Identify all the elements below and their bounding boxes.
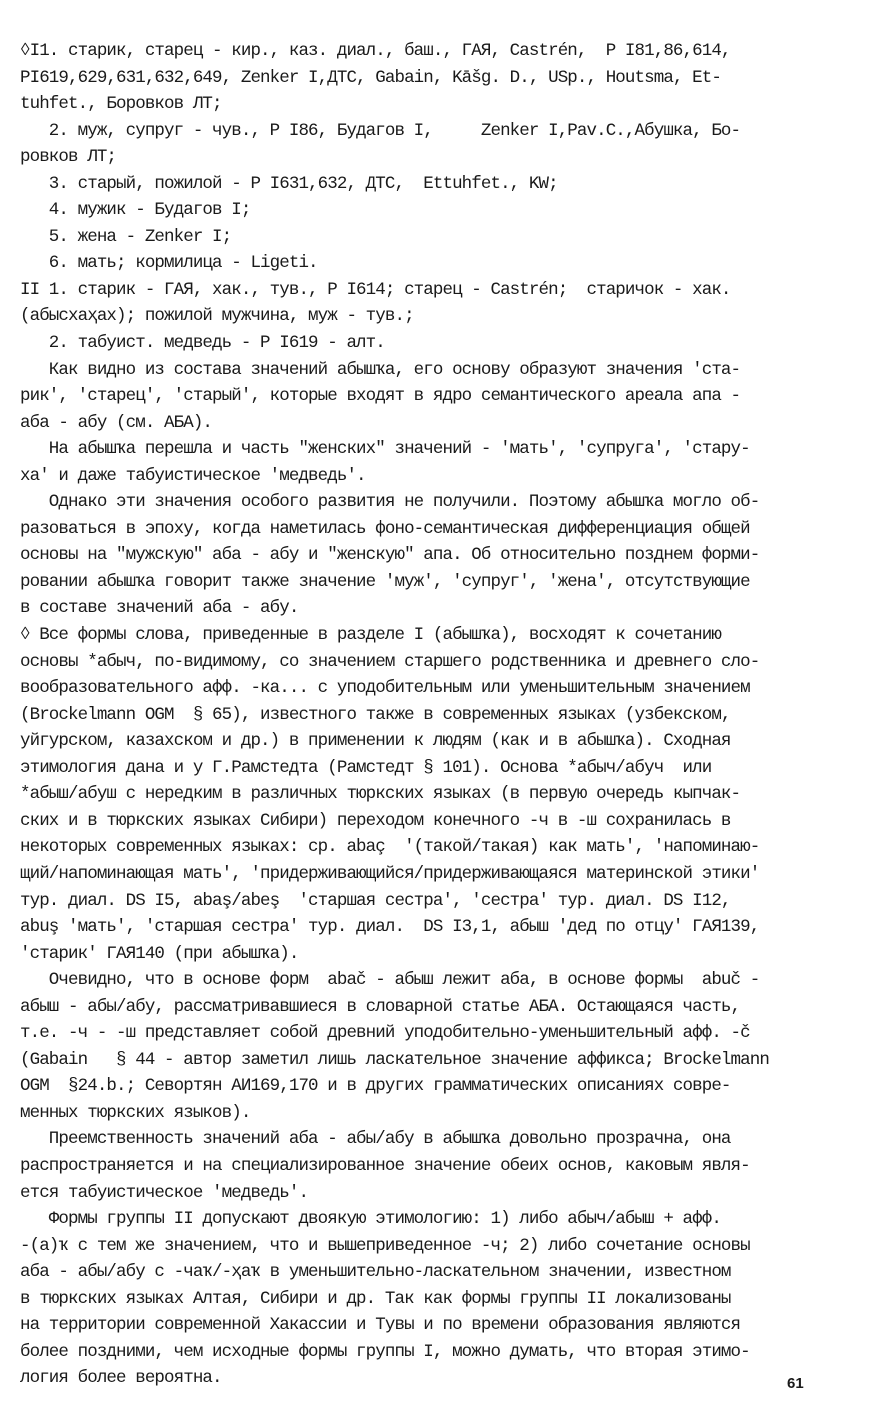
text-line: уйгурском, казахском и др.) в применении к людям (как и в абышҡа). Сходная <box>20 731 731 752</box>
text-line: *абыш/абуш с нередким в различных тюркских языках (в первую очередь кыпчак- <box>20 784 741 805</box>
text-line: этимология дана и у Г.Рамстедта (Рамстедт § 101). Основа *абыч/абуч или <box>20 757 712 778</box>
text-line: на территории современной Хакассии и Тувы и по времени образования являются <box>20 1315 741 1336</box>
text-line: основы *абыч, по-видимому, со значением старшего родственника и древнего сло- <box>20 651 760 672</box>
text-line: основы на "мужскую" аба - абу и "женскую" апа. Об относительно позднем форми- <box>20 545 760 566</box>
text-line: аба - абы/абу с -чаҡ/-ҳаҡ в уменьшительно-ласкательном значении, известном <box>20 1262 731 1283</box>
text-line: (Brockelmann OGM § 65), известного также в современных языках (узбекском, <box>20 704 731 725</box>
text-line: тур. диал. DS I5, abaş/abeş 'старшая сестра', 'сестра' тур. диал. DS I12, <box>20 890 731 911</box>
text-line: ха' и даже табуистическое 'медведь'. <box>20 465 366 486</box>
text-line: Однако эти значения особого развития не получили. Поэтому абышҡа могло об- <box>20 492 760 513</box>
text-line: рик', 'старец', 'старый', которые входят в ядро семантического ареала апа - <box>20 386 741 407</box>
text-line: ется табуистическое 'медведь'. <box>20 1182 309 1203</box>
text-line: На абышҡа перешла и часть "женских" значений - 'мать', 'супруга', 'стару- <box>20 439 750 460</box>
text-line: 5. жена - Zenker I; <box>20 226 232 247</box>
text-line: ◊I1. старик, старец - кир., каз. диал., баш., ГАЯ, Castrén, Р I81,86,614, <box>20 41 731 61</box>
text-line: аба - абу (см. АБА). <box>20 412 213 433</box>
text-line: в тюркских языках Алтая, Сибири и др. Так как формы группы II локализованы <box>20 1288 731 1309</box>
text-line: Преемственность значений аба - абы/абу в абышҡа довольно прозрачна, она <box>20 1129 731 1150</box>
text-line: 6. мать; кормилица - Ligeti. <box>20 253 318 274</box>
text-line: разоваться в эпоху, когда наметилась фоно-семантическая дифференциация общей <box>20 518 750 539</box>
text-line: -(а)ҡ с тем же значением, что и вышеприведенное -ч; 2) либо сочетание основы <box>20 1235 750 1256</box>
text-line: ровании абышҡа говорит также значение 'муж', 'супруг', 'жена', отсутствующие <box>20 571 750 592</box>
text-line: (абысхаҳах); пожилой мужчина, муж - тув.; <box>20 306 414 327</box>
text-line: в составе значений аба - абу. <box>20 598 299 619</box>
text-line: 'старик' ГАЯ140 (при абышҡа). <box>20 943 299 964</box>
text-line: т.е. -ч - -ш представляет собой древний уподобительно-уменьшительный афф. -č <box>20 1023 750 1044</box>
text-line: ских и в тюркских языках Сибири) переходом конечного -ч в -ш сохранилась в <box>20 810 731 831</box>
text-line: некоторых современных языках: ср. abaç '(такой/такая) как мать', 'напоминаю- <box>20 837 760 858</box>
text-line: abuş 'мать', 'старшая сестра' тур. диал. DS I3,1, абыш 'дед по отцу' ГАЯ139, <box>20 917 760 938</box>
text-line: абыш - абы/абу, рассматривавшиеся в словарной статье АБА. Остающаяся часть, <box>20 996 741 1017</box>
text-line: 2. табуист. медведь - Р I619 - алт. <box>20 333 385 354</box>
text-line: OGM §24.b.; Севортян АИ169,170 и в других грамматических описаниях совре- <box>20 1076 731 1097</box>
text-line: вообразовательного афф. -ка... с уподобительным или уменьшительным значением <box>20 678 750 699</box>
text-line: (Gabain § 44 - автор заметил лишь ласкательное значение аффикса; Brockelmann <box>20 1049 769 1070</box>
page-number: 61 <box>787 1375 804 1392</box>
text-line: II 1. старик - ГАЯ, хак., тув., Р I614; старец - Castrén; старичок - хак. <box>20 279 731 300</box>
text-line: Формы группы II допускают двоякую этимологию: 1) либо абыч/абыш + афф. <box>20 1209 721 1230</box>
text-line: 2. муж, супруг - чув., Р I86, Будагов I, Zenker I,Pav.C.,Абушка, Бо- <box>20 120 741 141</box>
text-line: PI619,629,631,632,649, Zenker I,ДТС, Gabain, Kāšg. D., USp., Houtsma, Et- <box>20 67 721 88</box>
text-line: распространяется и на специализированное значение обеих основ, каковым явля- <box>20 1155 750 1176</box>
text-line: Очевидно, что в основе форм abač - абыш лежит аба, в основе формы abuč - <box>20 970 760 991</box>
text-line: менных тюркских языков). <box>20 1102 251 1123</box>
text-line: 4. мужик - Будагов I; <box>20 200 251 221</box>
text-line: ◊ Все формы слова, приведенные в разделе I (абышҡа), восходят к сочетанию <box>20 625 721 646</box>
text-line: более поздними, чем исходные формы группы I, можно думать, что вторая этимо- <box>20 1341 750 1362</box>
body-text <box>20 38 865 1392</box>
text-line: логия более вероятна. <box>20 1368 222 1389</box>
text-line: 3. старый, пожилой - Р I631,632, ДТС, Ettuhfet., KW; <box>20 173 558 194</box>
text-line: ровков ЛТ; <box>20 147 117 168</box>
text-line: Как видно из состава значений абышҡа, его основу образуют значения 'ста- <box>20 359 741 380</box>
text-line: tuhfet., Боровков ЛТ; <box>20 94 222 115</box>
text-line: щий/напоминающая мать', 'придерживающийся/придерживающаяся материнской этики' <box>20 863 760 884</box>
